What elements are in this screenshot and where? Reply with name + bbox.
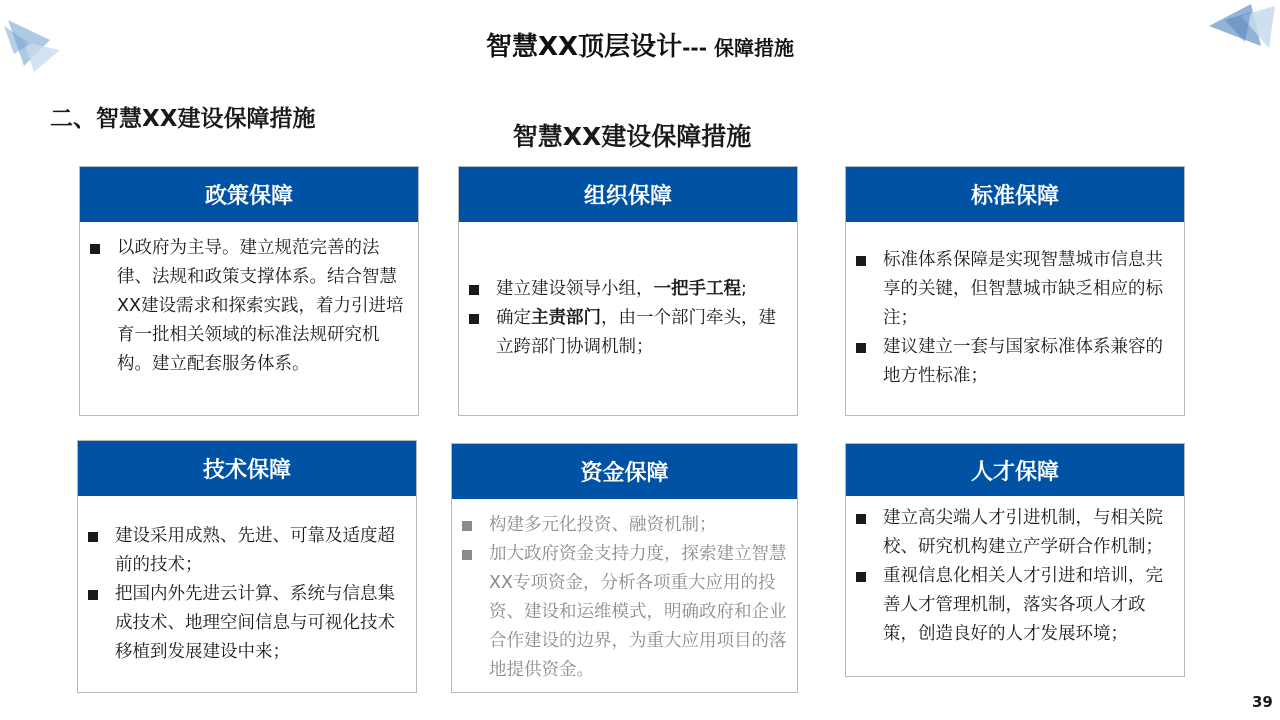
center-heading: 智慧XX建设保障措施 (512, 122, 752, 151)
funding-card-header: 资金保障 (452, 444, 797, 499)
talent-card-body (846, 496, 1184, 676)
policy-card-body (80, 222, 418, 415)
funding-item: 构建多元化投资、融资机制； (452, 511, 787, 540)
section-heading: 二、智慧XX建设保障措施 (50, 106, 316, 132)
technology-card-body (78, 496, 416, 692)
talent-card-header: 人才保障 (846, 444, 1184, 496)
funding-card (451, 443, 798, 693)
standard-card (845, 166, 1185, 416)
standard-card-body (846, 222, 1184, 415)
organization-item-emphasis: 一把手工程 (653, 279, 741, 299)
organization-card-header: 组织保障 (459, 167, 797, 222)
technology-item: 建设采用成熟、先进、可靠及适度超前的技术； (78, 522, 406, 580)
slide-title-sub: --- 保障措施 (682, 36, 794, 60)
technology-card-header: 技术保障 (78, 441, 416, 496)
slide-title (0, 26, 1280, 63)
slide-title-main: 智慧XX顶层设计 (486, 32, 683, 62)
organization-card-body (459, 222, 797, 415)
funding-card-body (452, 499, 797, 692)
organization-item: 建立建设领导小组，一把手工程; (459, 275, 787, 304)
talent-item: 重视信息化相关人才引进和培训，完善人才管理机制，落实各项人才政策，创造良好的人才发展环境； (846, 562, 1174, 649)
standard-item: 标准体系保障是实现智慧城市信息共享的关键，但智慧城市缺乏相应的标注； (846, 246, 1174, 333)
organization-item-emphasis: 主责部门 (531, 308, 601, 328)
organization-card (458, 166, 798, 416)
policy-card (79, 166, 419, 416)
talent-item: 建立高尖端人才引进机制，与相关院校、研究机构建立产学研合作机制； (846, 504, 1174, 562)
standard-item: 建议建立一套与国家标准体系兼容的地方性标准； (846, 333, 1174, 391)
technology-item: 把国内外先进云计算、系统与信息集成技术、地理空间信息与可视化技术移植到发展建设中来； (78, 580, 406, 667)
policy-item: 以政府为主导。建立规范完善的法律、法规和政策支撑体系。结合智慧XX建设需求和探索实践，着力引进培育一批相关领域的标准法规研究机构。建立配套服务体系。 (80, 234, 408, 379)
standard-card-header: 标准保障 (846, 167, 1184, 222)
page-number: 39 (1252, 693, 1273, 711)
policy-card-header: 政策保障 (80, 167, 418, 222)
funding-item: 加大政府资金支持力度，探索建立智慧XX专项资金，分析各项重大应用的投资、建设和运维模式，明确政府和企业合作建设的边界，为重大应用项目的落地提供资金。 (452, 540, 787, 685)
technology-card (77, 440, 417, 693)
talent-card (845, 443, 1185, 677)
organization-item: 确定主责部门，由一个部门牵头，建立跨部门协调机制； (459, 304, 787, 362)
